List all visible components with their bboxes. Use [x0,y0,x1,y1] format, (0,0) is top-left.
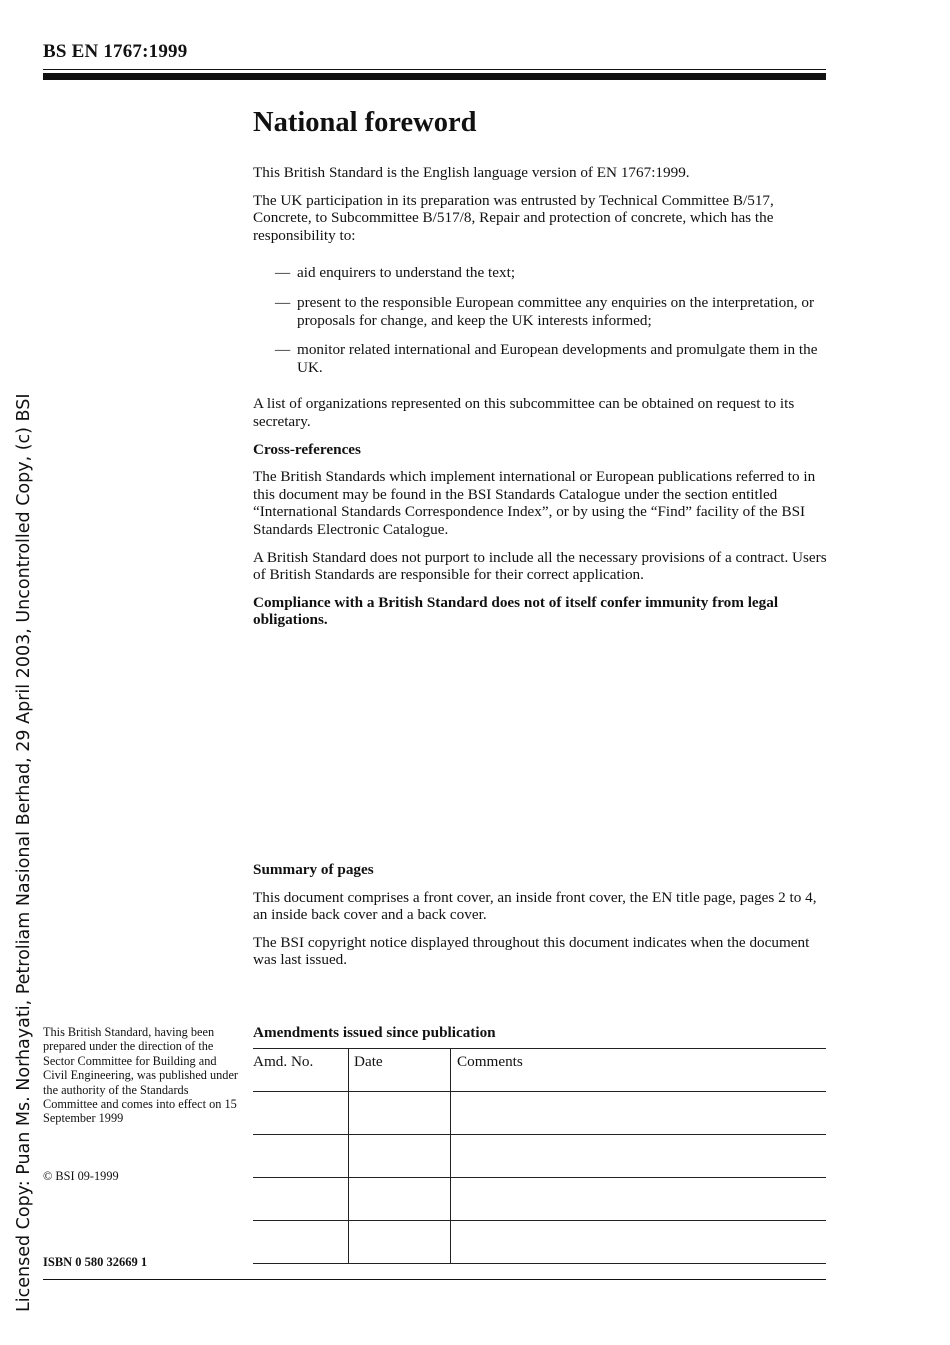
dash-bullet: — [275,341,291,359]
list-item-text: monitor related international and European developments and promulgate them in the UK. [297,341,818,376]
header-rule-thick [43,73,826,80]
compliance-statement: Compliance with a British Standard does not of itself confer immunity from legal obligations. [253,593,779,629]
cross-references-paragraph: The British Standards which implement international or European publications referred to in this document may be found in the BSI Standards Catalogue under the section entitled “International Standards Correspondence Index”, or by using the “Find” facility of the BSI Standards Electronic Catalogue. [253,468,816,538]
summary-paragraph: The BSI copyright notice displayed throughout this document indicates when the document was last issued. [253,933,810,969]
table-row [253,1135,826,1178]
table-cell [349,1135,451,1178]
summary-of-pages-section [253,861,827,979]
column-header-comments: Comments [451,1049,827,1092]
table-cell [253,1135,349,1178]
table-cell [451,1135,827,1178]
page-title: National foreword [253,107,477,138]
standard-reference: BS EN 1767:1999 [43,41,188,62]
list-item [275,294,827,329]
table-header-row [253,1049,826,1092]
publication-note: This British Standard, having been prepared under the direction of the Sector Committee for Building and Civil Engineering, was published under the authority of the Standards Committee and comes into effect on 15 September 1999 [43,1025,239,1126]
summary-paragraph: This document comprises a front cover, an inside front cover, the EN title page, pages 2 to 4, an inside back cover and a back cover. [253,888,817,924]
table-row [253,1178,826,1221]
foreword-paragraph: The UK participation in its preparation was entrusted by Technical Committee B/517, Concrete, to Subcommittee B/517/8, Repair and protection of concrete, which has the responsibility to: [253,191,774,244]
foreword-paragraph: A list of organizations represented on this subcommittee can be obtained on request to its secretary. [253,395,795,430]
national-foreword-section [253,106,827,639]
column-header-date: Date [349,1049,451,1092]
list-item-text: present to the responsible European committee any enquiries on the interpretation, or proposals for change, and keep the UK interests informed; [297,293,815,329]
amendments-title: Amendments issued since publication [253,1024,496,1041]
isbn-number: ISBN 0 580 32669 1 [43,1255,148,1269]
column-header-amd-no: Amd. No. [253,1049,349,1092]
table-row [253,1092,826,1135]
table-cell [253,1221,349,1264]
amendments-table [253,1048,826,1264]
table-row [253,1221,826,1264]
table-cell [349,1221,451,1264]
cross-references-heading: Cross-references [253,440,361,458]
table-cell [349,1092,451,1135]
table-cell [451,1092,827,1135]
dash-bullet: — [275,293,291,311]
table-cell [451,1221,827,1264]
table-cell [253,1178,349,1221]
license-watermark: Licensed Copy: Puan Ms. Norhayati, Petroliam Nasional Berhad, 29 April 2003, Uncontrolled Copy, (c) BSI [14,393,34,1312]
copyright-notice: © BSI 09-1999 [43,1169,119,1183]
footer-rule [43,1279,826,1280]
list-item-text: aid enquirers to understand the text; [297,264,516,282]
summary-heading: Summary of pages [253,861,374,878]
list-item [275,264,827,282]
list-item [275,341,827,376]
responsibility-list [253,264,827,376]
foreword-paragraph: This British Standard is the English language version of EN 1767:1999. [253,164,690,181]
dash-bullet: — [275,264,291,282]
cross-references-paragraph: A British Standard does not purport to include all the necessary provisions of a contract. Users of British Standards are responsible for their correct application. [253,548,827,584]
header-rule-thin [43,69,826,70]
table-cell [349,1178,451,1221]
table-cell [253,1092,349,1135]
table-cell [451,1178,827,1221]
